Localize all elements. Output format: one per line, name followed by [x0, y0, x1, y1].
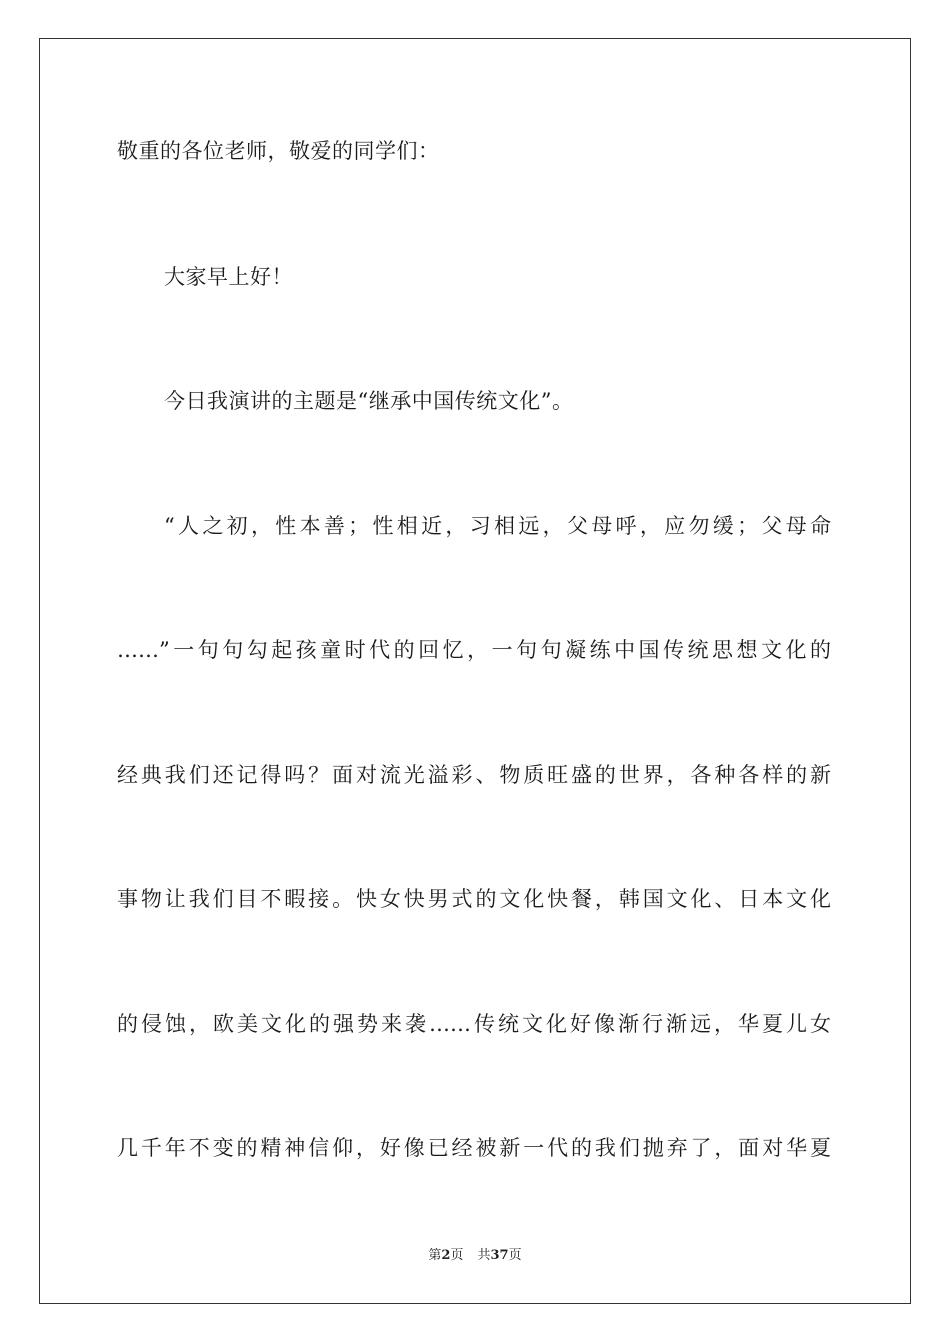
greeting-line: 大家早上好！ [164, 265, 293, 289]
page-number: 2 [441, 1248, 451, 1263]
page-prefix: 第 [428, 1248, 442, 1263]
paragraph-line: 经典我们还记得吗？面对流光溢彩、物质旺盛的世界，各种各样的新 [117, 763, 831, 787]
page-suffix: 页 [450, 1248, 464, 1263]
topic-line: 今日我演讲的主题是“继承中国传统文化”。 [164, 389, 574, 413]
page-footer [0, 1247, 950, 1265]
total-prefix: 共 [477, 1248, 491, 1263]
total-pages: 37 [490, 1248, 509, 1263]
paragraph-line: 几千年不变的精神信仰，好像已经被新一代的我们抛弃了，面对华夏 [117, 1136, 831, 1160]
paragraph-line: ……”一句句勾起孩童时代的回忆，一句句凝练中国传统思想文化的 [117, 638, 831, 662]
page-border [39, 38, 911, 1304]
total-suffix: 页 [508, 1248, 522, 1263]
salutation-line: 敬重的各位老师，敬爱的同学们： [117, 139, 440, 163]
paragraph-line: 的侵蚀，欧美文化的强势来袭……传统文化好像渐行渐远，华夏儿女 [117, 1012, 831, 1036]
paragraph-line: “人之初，性本善；性相近，习相远，父母呼，应勿缓；父母命 [164, 514, 831, 538]
paragraph-line: 事物让我们目不暇接。快女快男式的文化快餐，韩国文化、日本文化 [117, 887, 831, 911]
